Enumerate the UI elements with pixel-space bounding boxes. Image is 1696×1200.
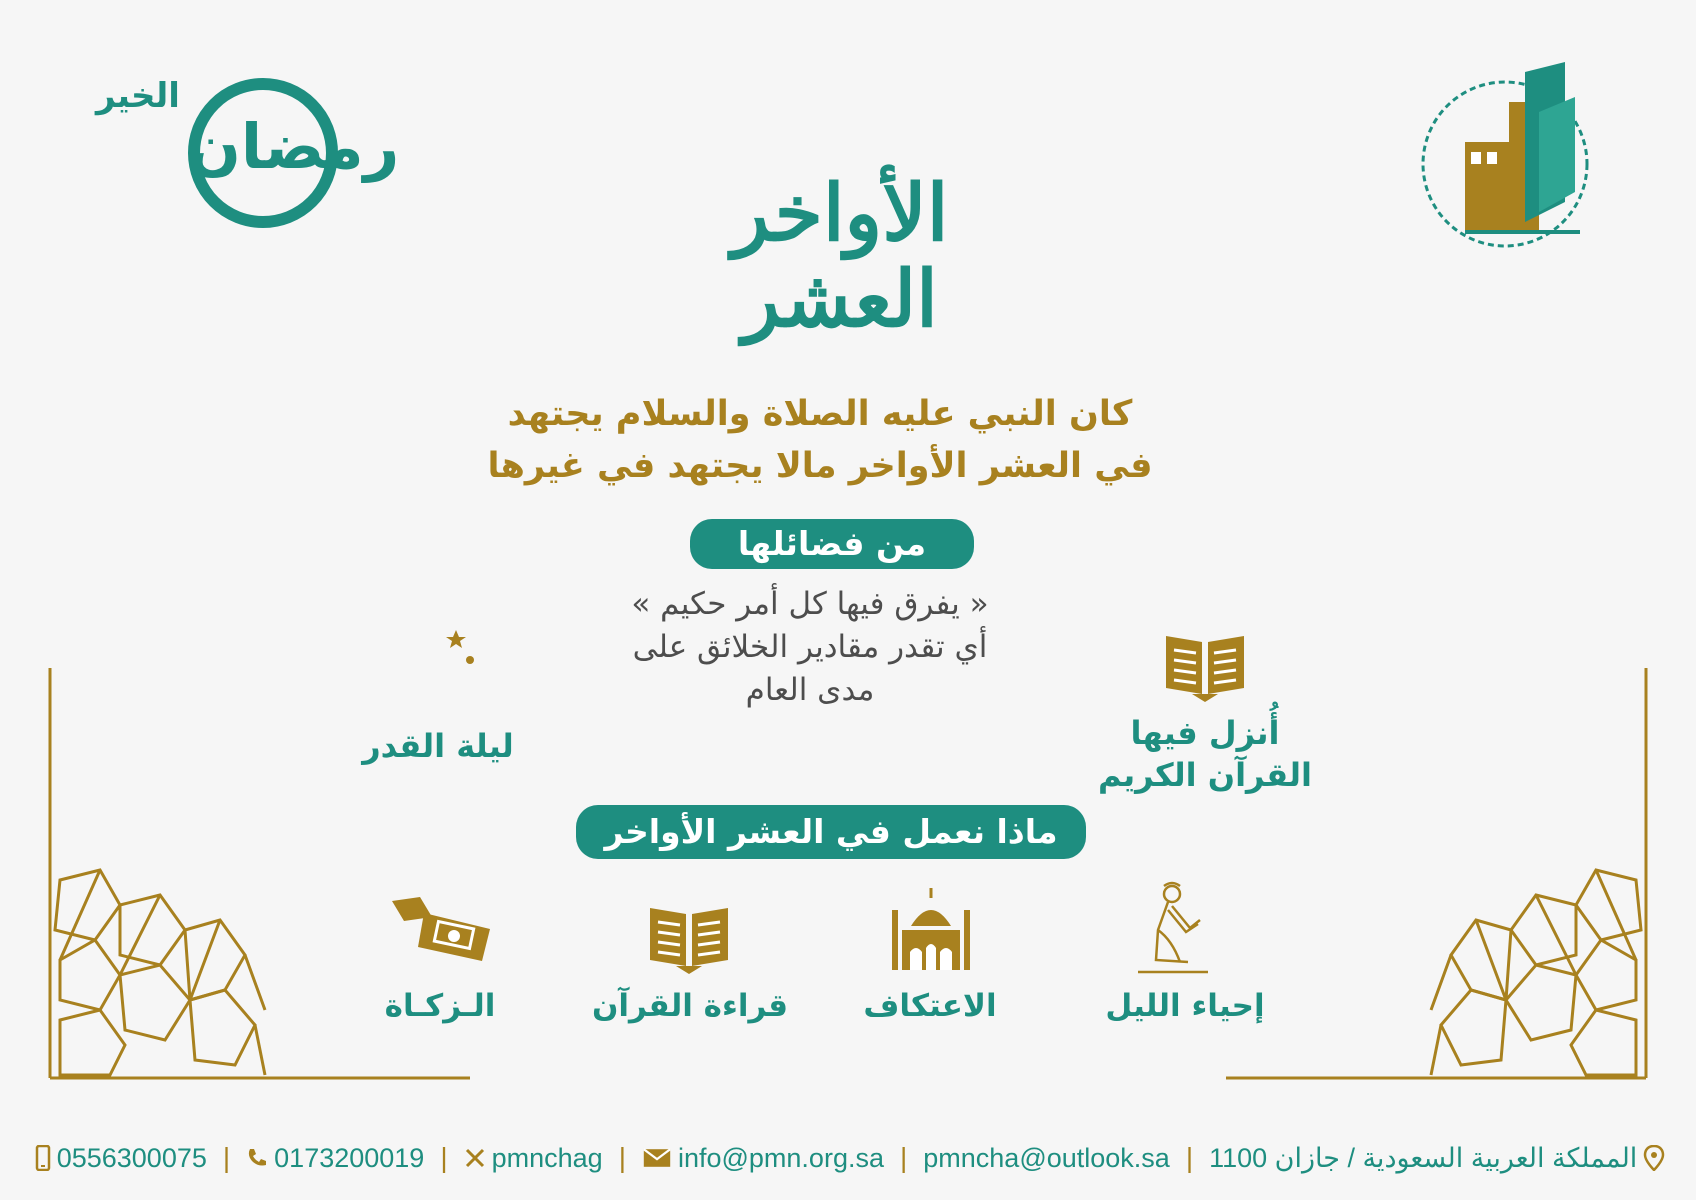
action-quran-reading: قراءة القرآن (591, 988, 789, 1024)
headline (420, 388, 1220, 492)
title-line-1: الأواخر (731, 168, 949, 259)
hand-money-icon (390, 895, 496, 965)
footer-separator: | (899, 1142, 908, 1173)
verse-line-3: مدى العام (745, 672, 875, 708)
headline-line-1: كان النبي عليه الصلاة والسلام يجتهد (507, 394, 1133, 434)
location-pin-icon (1643, 1145, 1665, 1171)
x-handle-text[interactable]: pmnchag (491, 1142, 603, 1173)
virtue-verse (560, 583, 1060, 712)
verse-line-1: « يفرق فيها كل أمر حكيم » (631, 586, 989, 622)
phone-icon (246, 1145, 268, 1171)
campaign-mark: رمضان (188, 110, 400, 183)
verse-line-2: أي تقدر مقادير الخلائق على (632, 629, 988, 665)
open-quran-icon (1162, 628, 1248, 704)
footer-contacts (30, 1135, 1670, 1181)
virtue-quran-line-1: أُنزل فيها (1130, 714, 1280, 752)
mobile-text[interactable]: 0556300075 (56, 1142, 207, 1173)
action-itikaf: الاعتكاف (863, 988, 997, 1024)
virtue-quran-line-2: القرآن الكريم (1098, 756, 1312, 794)
ramadan-campaign-logo (96, 70, 400, 250)
actions-heading: ماذا نعمل في العشر الأواخر (576, 805, 1086, 859)
left-geometric-pattern (55, 870, 265, 1075)
envelope-icon (642, 1147, 672, 1169)
x-logo-icon (464, 1145, 486, 1171)
mosque-icon (888, 886, 974, 976)
email-outlook-text[interactable]: pmncha@outlook.sa (923, 1142, 1170, 1173)
footer-separator: | (1185, 1142, 1194, 1173)
action-zakat: الـزكـاة (384, 988, 496, 1024)
footer-address (1209, 1143, 1665, 1174)
footer-separator: | (618, 1142, 626, 1173)
campaign-word: الخير (96, 76, 180, 116)
address-text: المملكة العربية السعودية / جازان 1100 (1209, 1142, 1638, 1173)
virtue-quran-revealed (1090, 712, 1320, 796)
virtues-heading: من فضائلها (690, 519, 974, 569)
praying-man-icon (1128, 880, 1214, 980)
mobile-phone-icon (35, 1145, 51, 1171)
footer-mobile[interactable] (35, 1143, 207, 1174)
headline-line-2: في العشر الأواخر مالا يجتهد في غيرها (487, 446, 1153, 486)
email-org-text[interactable]: info@pmn.org.sa (677, 1142, 884, 1173)
crescent-moon-icon (398, 622, 484, 702)
footer-separator: | (440, 1142, 448, 1173)
open-quran-icon (646, 900, 732, 976)
footer-phone[interactable] (246, 1143, 424, 1174)
footer-email-org[interactable] (642, 1143, 884, 1174)
page-title (690, 165, 990, 385)
action-night-prayer: إحياء الليل (1105, 988, 1265, 1024)
footer-separator: | (222, 1142, 231, 1173)
right-geometric-pattern (1431, 870, 1641, 1075)
phone-text[interactable]: 0173200019 (274, 1142, 425, 1173)
footer-x-handle[interactable] (464, 1143, 603, 1174)
footer-email-outlook[interactable] (923, 1143, 1170, 1174)
virtue-laylat-alqadr: ليلة القدر (362, 727, 514, 765)
association-logo (1405, 52, 1615, 252)
title-line-2: العشر (742, 254, 938, 345)
